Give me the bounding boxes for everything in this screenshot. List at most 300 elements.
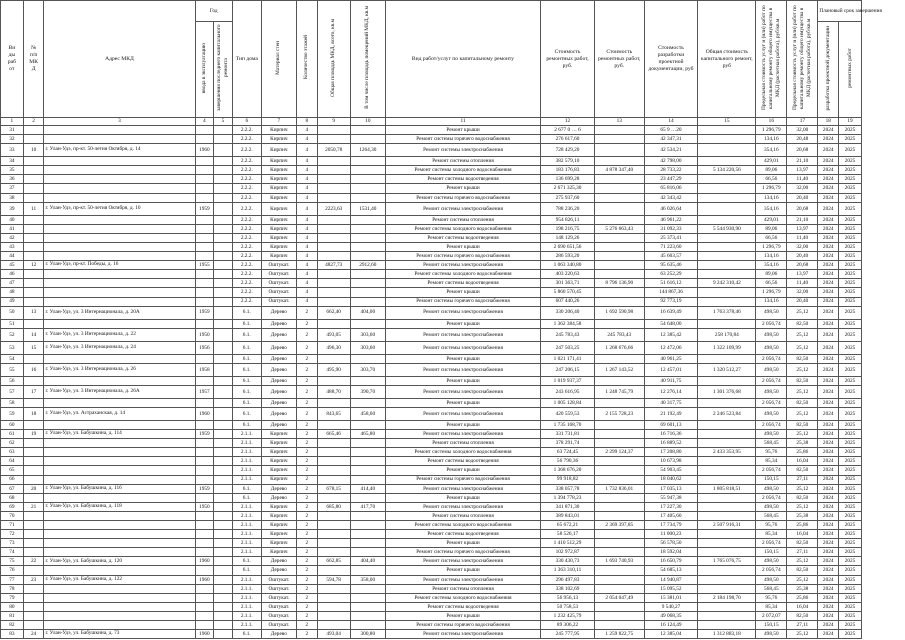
cell-wall-material: Оштукат. xyxy=(261,270,296,279)
cell-planned-repair: 2025 xyxy=(839,630,862,639)
cell-planned-design: 2024 xyxy=(818,261,839,270)
cell-house-type: 2.2.2. xyxy=(232,193,261,202)
cell-area-total xyxy=(317,354,350,363)
cell-work-n: 79 xyxy=(1,593,24,602)
cell-planned-repair: 2025 xyxy=(839,279,862,288)
table-row xyxy=(1,279,862,288)
cell-planned-repair: 2025 xyxy=(839,297,862,306)
cell-work-type: Ремонт системы водоотведения xyxy=(385,457,540,466)
cell-house-type: 2.1.1. xyxy=(232,475,261,484)
cell-area-premises: 1264,30 xyxy=(350,144,385,157)
cell-unit-cost: 11,40 xyxy=(787,279,818,288)
cell-cost-total xyxy=(698,297,756,306)
cell-year-repair xyxy=(214,448,233,457)
cell-year-build xyxy=(195,193,214,202)
cell-cost-design: 54 648,00 xyxy=(644,319,698,328)
cell-mkd-n xyxy=(23,530,44,539)
cell-wall-material: Дерево xyxy=(261,363,296,376)
cell-unit-cost: 20,68 xyxy=(787,261,818,270)
cell-wall-material: Кирпич xyxy=(261,457,296,466)
table-row xyxy=(1,224,862,233)
cell-planned-design: 2024 xyxy=(818,430,839,439)
cell-floors: 2 xyxy=(296,557,317,566)
cell-cost-total xyxy=(698,566,756,575)
cell-cost-total xyxy=(698,430,756,439)
cell-cost-work-sum xyxy=(594,398,644,407)
cell-unit-cost: 25,12 xyxy=(787,407,818,420)
cell-work-n: 72 xyxy=(1,530,24,539)
cell-house-type: 6.1. xyxy=(232,341,261,354)
cell-unit-max: 498,50 xyxy=(756,306,787,319)
cell-planned-repair: 2025 xyxy=(839,430,862,439)
cell-work-type: Ремонт системы электроснабжения xyxy=(385,630,540,639)
column-number: 16 xyxy=(756,118,787,126)
cell-planned-repair: 2025 xyxy=(839,175,862,184)
cell-area-premises xyxy=(350,252,385,261)
cell-floors: 2 xyxy=(296,466,317,475)
cell-address xyxy=(44,297,195,306)
cell-work-n: 66 xyxy=(1,475,24,484)
cell-house-type: 2.2.2. xyxy=(232,252,261,261)
cell-year-build xyxy=(195,448,214,457)
cell-unit-cost: 25,12 xyxy=(787,341,818,354)
cell-work-type: Ремонт системы водоотведения xyxy=(385,175,540,184)
cell-floors: 2 xyxy=(296,611,317,620)
cell-cost-work: 296 497,83 xyxy=(541,575,595,584)
cell-work-n: 63 xyxy=(1,448,24,457)
cell-work-n: 61 xyxy=(1,430,24,439)
cell-planned-repair: 2025 xyxy=(839,493,862,502)
cell-wall-material: Кирпич xyxy=(261,215,296,224)
cell-planned-design: 2024 xyxy=(818,242,839,251)
cell-address xyxy=(44,621,195,630)
cell-address xyxy=(44,475,195,484)
column-number: 18 xyxy=(818,118,839,126)
cell-work-n: 38 xyxy=(1,193,24,202)
cell-cost-total: 5 134 220,56 xyxy=(698,166,756,175)
cell-mkd-n xyxy=(23,193,44,202)
cell-year-build xyxy=(195,602,214,611)
cell-cost-work-sum: 4 878 347,40 xyxy=(594,166,644,175)
cell-house-type: 6.1. xyxy=(232,328,261,341)
cell-year-build xyxy=(195,621,214,630)
header-year-repair: завершения последнего капитального ремонта xyxy=(214,22,233,118)
cell-cost-total xyxy=(698,202,756,215)
cell-cost-design: 54 903,45 xyxy=(644,466,698,475)
table-row xyxy=(1,621,862,630)
table-row xyxy=(1,502,862,511)
cell-area-premises: 458,60 xyxy=(350,407,385,420)
cell-planned-repair: 2025 xyxy=(839,448,862,457)
header-cost-work-sum: Стоимость ремонтных работ, руб. xyxy=(594,1,644,118)
cell-cost-total xyxy=(698,398,756,407)
cell-work-n: 32 xyxy=(1,135,24,144)
cell-unit-cost: 32,00 xyxy=(787,126,818,135)
cell-work-n: 83 xyxy=(1,630,24,639)
cell-area-premises: 1531,40 xyxy=(350,202,385,215)
cell-year-build xyxy=(195,354,214,363)
cell-work-type: Ремонт системы горячего водоснабжения xyxy=(385,135,540,144)
cell-work-n: 65 xyxy=(1,466,24,475)
cell-wall-material: Кирпич xyxy=(261,135,296,144)
cell-cost-work: 389 843,01 xyxy=(541,511,595,520)
cell-work-n: 76 xyxy=(1,566,24,575)
cell-cost-design: 23 447,29 xyxy=(644,175,698,184)
cell-cost-total xyxy=(698,242,756,251)
cell-area-premises xyxy=(350,539,385,548)
column-number-row xyxy=(1,118,862,126)
cell-area-total xyxy=(317,193,350,202)
cell-planned-repair: 2025 xyxy=(839,521,862,530)
cell-floors: 2 xyxy=(296,566,317,575)
cell-floors: 2 xyxy=(296,602,317,611)
cell-area-total xyxy=(317,448,350,457)
cell-work-type: Ремонт системы отопления xyxy=(385,157,540,166)
cell-wall-material: Кирпич xyxy=(261,521,296,530)
cell-house-type: 6.1. xyxy=(232,407,261,420)
cell-address: г. Улан-Удэ, ул. 3 Интернационала, д. 20А xyxy=(44,306,195,319)
cell-floors: 2 xyxy=(296,430,317,439)
cell-work-n: 64 xyxy=(1,457,24,466)
cell-year-repair xyxy=(214,328,233,341)
cell-wall-material: Дерево xyxy=(261,376,296,385)
cell-cost-work: 1 735 168,70 xyxy=(541,420,595,429)
cell-address xyxy=(44,233,195,242)
cell-cost-work-sum: 2 369 397,85 xyxy=(594,521,644,530)
cell-work-n: 42 xyxy=(1,233,24,242)
cell-unit-cost: 20,40 xyxy=(787,297,818,306)
cell-mkd-n xyxy=(23,224,44,233)
cell-year-build: 1959 xyxy=(195,202,214,215)
cell-work-n: 71 xyxy=(1,521,24,530)
header-cost-total: Общая стоимость капитального ремонт, руб xyxy=(698,1,756,118)
cell-address xyxy=(44,242,195,251)
cell-cost-design: 16 716,36 xyxy=(644,430,698,439)
cell-year-repair xyxy=(214,376,233,385)
cell-cost-work: 420 559,53 xyxy=(541,407,595,420)
cell-unit-max: 2 056,74 xyxy=(756,319,787,328)
cell-year-repair xyxy=(214,385,233,398)
cell-house-type: 2.2.2. xyxy=(232,242,261,251)
cell-house-type: 2.1.1. xyxy=(232,602,261,611)
cell-unit-cost: 25,12 xyxy=(787,363,818,376)
cell-planned-repair: 2025 xyxy=(839,457,862,466)
cell-planned-design: 2024 xyxy=(818,385,839,398)
cell-year-repair xyxy=(214,420,233,429)
cell-cost-design: 15 381,01 xyxy=(644,593,698,602)
cell-wall-material: Кирпич xyxy=(261,430,296,439)
cell-floors: 2 xyxy=(296,385,317,398)
cell-work-n: 52 xyxy=(1,328,24,341)
cell-planned-design: 2024 xyxy=(818,288,839,297)
cell-cost-design: 40 911,75 xyxy=(644,376,698,385)
cell-cost-work: 607 440,26 xyxy=(541,297,595,306)
cell-cost-work-sum xyxy=(594,288,644,297)
cell-house-type: 2.1.1. xyxy=(232,521,261,530)
cell-area-premises xyxy=(350,602,385,611)
cell-planned-design: 2024 xyxy=(818,611,839,620)
cell-planned-repair: 2025 xyxy=(839,135,862,144)
cell-cost-total: 1 763 378,46 xyxy=(698,306,756,319)
cell-work-n: 34 xyxy=(1,157,24,166)
cell-cost-work-sum xyxy=(594,126,644,135)
cell-mkd-n xyxy=(23,288,44,297)
cell-work-n: 77 xyxy=(1,575,24,584)
cell-floors: 2 xyxy=(296,584,317,593)
cell-year-repair xyxy=(214,621,233,630)
cell-planned-repair: 2025 xyxy=(839,319,862,328)
cell-cost-work-sum xyxy=(594,193,644,202)
cell-year-repair xyxy=(214,261,233,270)
cell-wall-material: Кирпич xyxy=(261,252,296,261)
cell-year-build xyxy=(195,530,214,539)
column-number: 6 xyxy=(232,118,261,126)
cell-work-type: Ремонт системы отопления xyxy=(385,215,540,224)
cell-unit-cost: 25,12 xyxy=(787,328,818,341)
cell-work-n: 46 xyxy=(1,270,24,279)
cell-floors: 2 xyxy=(296,502,317,511)
cell-house-type: 2.2.2. xyxy=(232,175,261,184)
cell-unit-cost: 16,04 xyxy=(787,457,818,466)
cell-cost-design: 65 9 …20 xyxy=(644,126,698,135)
cell-year-repair xyxy=(214,288,233,297)
cell-area-premises xyxy=(350,193,385,202)
cell-house-type: 6.1. xyxy=(232,420,261,429)
cell-cost-design: 16 889,52 xyxy=(644,439,698,448)
header-area-premises: В том числе площадь помещений МКД, кв.м xyxy=(350,1,385,118)
cell-area-premises xyxy=(350,448,385,457)
cell-house-type: 2.1.1. xyxy=(232,457,261,466)
cell-wall-material: Кирпич xyxy=(261,242,296,251)
cell-floors: 2 xyxy=(296,457,317,466)
cell-cost-design: 92 773,19 xyxy=(644,297,698,306)
cell-floors: 2 xyxy=(296,484,317,493)
table-row xyxy=(1,398,862,407)
table-row xyxy=(1,328,862,341)
cell-planned-design: 2024 xyxy=(818,530,839,539)
cell-unit-max: 66,56 xyxy=(756,233,787,242)
cell-cost-design: 25 373,41 xyxy=(644,233,698,242)
cell-work-type: Ремонт системы горячего водоснабжения xyxy=(385,252,540,261)
column-number: 9 xyxy=(317,118,350,126)
cell-unit-max: 2 056,74 xyxy=(756,420,787,429)
cell-house-type: 2.1.1. xyxy=(232,511,261,520)
cell-planned-design: 2024 xyxy=(818,484,839,493)
cell-cost-work: 58 526,17 xyxy=(541,530,595,539)
cell-unit-cost: 82,50 xyxy=(787,493,818,502)
cell-unit-max: 498,50 xyxy=(756,363,787,376)
cell-work-n: 48 xyxy=(1,288,24,297)
cell-wall-material: Кирпич xyxy=(261,224,296,233)
cell-unit-cost: 20,40 xyxy=(787,193,818,202)
cell-cost-design: 42 343,42 xyxy=(644,193,698,202)
cell-cost-work-sum: 1 259 822,75 xyxy=(594,630,644,639)
cell-cost-work-sum xyxy=(594,270,644,279)
cell-wall-material: Кирпич xyxy=(261,502,296,511)
cell-wall-material: Оштукат. xyxy=(261,288,296,297)
cell-work-n: 47 xyxy=(1,279,24,288)
cell-cost-work: 1 063 340,80 xyxy=(541,261,595,270)
cell-cost-work: 1 410 512,29 xyxy=(541,539,595,548)
cell-area-total: 685,80 xyxy=(317,502,350,511)
cell-house-type: 2.1.1. xyxy=(232,448,261,457)
cell-mkd-n: 18 xyxy=(23,407,44,420)
cell-year-build xyxy=(195,420,214,429)
cell-year-build: 1957 xyxy=(195,385,214,398)
cell-address xyxy=(44,466,195,475)
cell-mkd-n: 16 xyxy=(23,363,44,376)
cell-planned-repair: 2025 xyxy=(839,566,862,575)
column-number: 2 xyxy=(23,118,44,126)
cell-address xyxy=(44,376,195,385)
cell-unit-cost: 82,50 xyxy=(787,319,818,328)
cell-wall-material: Кирпич xyxy=(261,126,296,135)
cell-unit-max: 2 072,07 xyxy=(756,611,787,620)
cell-wall-material: Кирпич xyxy=(261,144,296,157)
cell-year-repair xyxy=(214,457,233,466)
table-row xyxy=(1,593,862,602)
cell-unit-max: 354,16 xyxy=(756,261,787,270)
cell-floors: 2 xyxy=(296,539,317,548)
cell-mkd-n xyxy=(23,611,44,620)
cell-house-type: 2.2.2. xyxy=(232,157,261,166)
cell-address xyxy=(44,420,195,429)
cell-floors: 4 xyxy=(296,242,317,251)
cell-work-n: 75 xyxy=(1,557,24,566)
cell-cost-work-sum xyxy=(594,252,644,261)
cell-cost-work-sum: 245 783,43 xyxy=(594,328,644,341)
cell-year-build xyxy=(195,233,214,242)
cell-work-n: 44 xyxy=(1,252,24,261)
cell-mkd-n xyxy=(23,521,44,530)
cell-area-premises xyxy=(350,135,385,144)
cell-mkd-n xyxy=(23,466,44,475)
cell-area-total xyxy=(317,233,350,242)
cell-year-repair xyxy=(214,557,233,566)
cell-wall-material: Кирпич xyxy=(261,448,296,457)
cell-planned-repair: 2025 xyxy=(839,530,862,539)
cell-mkd-n xyxy=(23,175,44,184)
cell-unit-max: 89,06 xyxy=(756,224,787,233)
cell-unit-cost: 25,12 xyxy=(787,306,818,319)
cell-cost-total xyxy=(698,376,756,385)
cell-planned-design: 2024 xyxy=(818,233,839,242)
cell-unit-cost: 32,00 xyxy=(787,288,818,297)
cell-cost-work-sum: 8 796 136,90 xyxy=(594,279,644,288)
header-planned-repair: ремонтных работ xyxy=(839,22,862,118)
cell-planned-repair: 2025 xyxy=(839,439,862,448)
cell-cost-work-sum xyxy=(594,466,644,475)
cell-planned-repair: 2025 xyxy=(839,484,862,493)
cell-wall-material: Дерево xyxy=(261,398,296,407)
cell-floors: 4 xyxy=(296,224,317,233)
cell-house-type: 6.1. xyxy=(232,493,261,502)
cell-mkd-n: 20 xyxy=(23,484,44,493)
cell-address xyxy=(44,288,195,297)
cell-area-total xyxy=(317,166,350,175)
cell-unit-max: 2 056,74 xyxy=(756,398,787,407)
cell-wall-material: Кирпич xyxy=(261,166,296,175)
cell-cost-design: 45 603,57 xyxy=(644,252,698,261)
cell-year-build: 1950 xyxy=(195,502,214,511)
cell-floors: 4 xyxy=(296,270,317,279)
cell-cost-design: 21 192,49 xyxy=(644,407,698,420)
cell-cost-work-sum: 1 692 590,98 xyxy=(594,306,644,319)
cell-year-build xyxy=(195,319,214,328)
cell-unit-max: 1 296,79 xyxy=(756,184,787,193)
cell-cost-work-sum xyxy=(594,621,644,630)
cell-cost-work: 728 429,20 xyxy=(541,144,595,157)
cell-area-total xyxy=(317,457,350,466)
cell-planned-repair: 2025 xyxy=(839,584,862,593)
header-cost-design: Стоимость разработки проектной документации, руб xyxy=(644,1,698,118)
cell-cost-design: 12 385,42 xyxy=(644,328,698,341)
header-cost-work: Стоимость ремонтных работ, руб. xyxy=(541,1,595,118)
cell-work-type: Ремонт крыши xyxy=(385,493,540,502)
cell-unit-max: 568,45 xyxy=(756,439,787,448)
cell-year-build xyxy=(195,215,214,224)
cell-floors: 2 xyxy=(296,398,317,407)
cell-work-n: 31 xyxy=(1,126,24,135)
cell-planned-repair: 2025 xyxy=(839,385,862,398)
cell-cost-design: 46 961,22 xyxy=(644,215,698,224)
cell-house-type: 2.2.2. xyxy=(232,270,261,279)
cell-address xyxy=(44,270,195,279)
cell-planned-design: 2024 xyxy=(818,193,839,202)
cell-work-n: 50 xyxy=(1,306,24,319)
cell-planned-design: 2024 xyxy=(818,621,839,630)
cell-area-total xyxy=(317,175,350,184)
cell-cost-design: 12 385,04 xyxy=(644,630,698,639)
cell-cost-work: 2 671 325,30 xyxy=(541,184,595,193)
cell-mkd-n xyxy=(23,184,44,193)
cell-address: г. Улан-Удэ, ул. 3 Интернационала, д. 26 xyxy=(44,363,195,376)
cell-planned-design: 2024 xyxy=(818,224,839,233)
cell-unit-cost: 16,04 xyxy=(787,602,818,611)
cell-planned-repair: 2025 xyxy=(839,539,862,548)
cell-planned-design: 2024 xyxy=(818,584,839,593)
cell-mkd-n xyxy=(23,270,44,279)
cell-floors: 2 xyxy=(296,493,317,502)
cell-cost-work-sum xyxy=(594,566,644,575)
cell-mkd-n xyxy=(23,593,44,602)
cell-cost-total xyxy=(698,439,756,448)
cell-planned-design: 2024 xyxy=(818,493,839,502)
cell-area-premises xyxy=(350,157,385,166)
cell-work-n: 40 xyxy=(1,215,24,224)
cell-year-repair xyxy=(214,539,233,548)
table-row xyxy=(1,175,862,184)
cell-area-total xyxy=(317,621,350,630)
cell-work-type: Ремонт системы электроснабжения xyxy=(385,328,540,341)
cell-area-premises xyxy=(350,584,385,593)
cell-area-premises xyxy=(350,511,385,520)
cell-address: г. Улан-Удэ, пр-кт. 50-летия Октября, д. 10 xyxy=(44,202,195,215)
table-row xyxy=(1,457,862,466)
header-year-build: ввода в эксплуатацию xyxy=(195,22,214,118)
cell-work-n: 81 xyxy=(1,611,24,620)
cell-work-n: 56 xyxy=(1,376,24,385)
cell-house-type: 6.1. xyxy=(232,319,261,328)
cell-year-build xyxy=(195,475,214,484)
cell-cost-design: 69 601,13 xyxy=(644,420,698,429)
table-row xyxy=(1,575,862,584)
cell-cost-total: 9 242 310,42 xyxy=(698,279,756,288)
cell-unit-max: 498,50 xyxy=(756,630,787,639)
table-row xyxy=(1,184,862,193)
cell-year-build xyxy=(195,184,214,193)
table-row xyxy=(1,376,862,385)
